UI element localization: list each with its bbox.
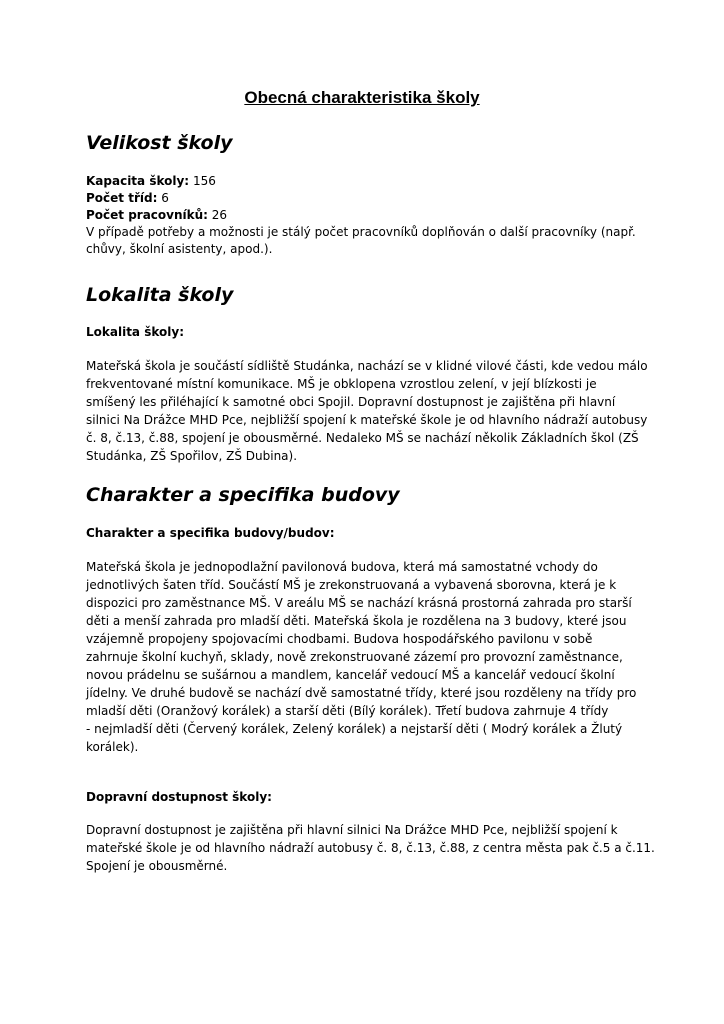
transport-subheading: Dopravní dostupnost školy: <box>86 790 272 804</box>
transport-paragraph <box>86 821 655 875</box>
location-subheading: Lokalita školy: <box>86 325 184 339</box>
paragraph-line: jídelny. Ve druhé budově se nachází dvě samostatné třídy, které jsou rozděleny na třídy pro <box>86 686 637 700</box>
paragraph-line: č. 8, č.13, č.88, spojení je obousměrné. Nedaleko MŠ se nachází několik Základních škol (ZŠ <box>86 431 639 445</box>
paragraph-line: Mateřská škola je jednopodlažní pavilonová budova, která má samostatné vchody do <box>86 560 598 574</box>
building-paragraph <box>86 558 646 756</box>
paragraph-line: vzájemně propojeny spojovacími chodbami. Budova hospodářského pavilonu v sobě <box>86 632 593 646</box>
paragraph-line: Studánka, ZŠ Spořilov, ZŠ Dubina). <box>86 449 298 463</box>
paragraph-line: zahrnuje školní kuchyň, sklady, nově zrekonstruované zázemí pro provozní zaměstnance, <box>86 650 623 664</box>
document-title: Obecná charakteristika školy <box>244 88 480 107</box>
paragraph-line: korálek). <box>86 740 139 754</box>
capacity-line <box>86 173 216 190</box>
staff-line <box>86 207 227 224</box>
classes-value: 6 <box>161 191 169 205</box>
capacity-value: 156 <box>192 174 216 188</box>
capacity-label: Kapacita školy: <box>86 174 190 188</box>
paragraph-line: novou prádelnu se sušárnou a mandlem, kancelář vedoucí MŠ a kancelář vedoucí školní <box>86 668 615 682</box>
paragraph-line: - nejmladší děti (Červený korálek, Zelený korálek) a nejstarší děti ( Modrý korálek a Žlutý <box>86 722 623 736</box>
paragraph-line: chůvy, školní asistenty, apod.). <box>86 242 273 256</box>
paragraph-line: mateřské škole je od hlavního nádraží autobusy č. 8, č.13, č.88, z centra města pak č.5 a č.11. <box>86 841 655 855</box>
paragraph-line: mladší děti (Oranžový korálek) a starší děti (Bílý korálek). Třetí budova zahrnuje 4 třídy <box>86 704 609 718</box>
paragraph-line: jednotlivých šaten tříd. Součástí MŠ je zrekonstruovaná a vybavená sborovna, která je k <box>86 578 617 592</box>
section-heading-location: Lokalita školy <box>86 284 234 306</box>
staff-value: 26 <box>211 208 228 222</box>
section-heading-building: Charakter a specifika budovy <box>86 484 400 506</box>
staff-label: Počet pracovníků: <box>86 208 208 222</box>
classes-label: Počet tříd: <box>86 191 158 205</box>
paragraph-line: dispozici pro zaměstnance MŠ. V areálu MŠ se nachází krásná prostorná zahrada pro starší <box>86 596 632 610</box>
location-paragraph <box>86 357 646 465</box>
staff-note-paragraph <box>86 224 646 258</box>
section-heading-size: Velikost školy <box>86 132 233 154</box>
building-subheading: Charakter a specifika budovy/budov: <box>86 526 335 540</box>
paragraph-line: frekventované místní komunikace. MŠ je obklopena vzrostlou zelení, v její blízkosti je <box>86 377 597 391</box>
paragraph-line: smíšený les přiléhající k samotné obci Spojil. Dopravní dostupnost je zajištěna při hlavní <box>86 395 616 409</box>
paragraph-line: silnici Na Drážce MHD Pce, nejbližší spojení k mateřské škole je od hlavního nádraží autobusy <box>86 413 648 427</box>
paragraph-line: Dopravní dostupnost je zajištěna při hlavní silnici Na Drážce MHD Pce, nejbližší spojení k <box>86 823 618 837</box>
paragraph-line: V případě potřeby a možnosti je stálý počet pracovníků doplňován o další pracovníky (např. <box>86 225 636 239</box>
paragraph-line: Mateřská škola je součástí sídliště Studánka, nachází se v klidné vilové části, kde vedou málo <box>86 359 648 373</box>
classes-line <box>86 190 169 207</box>
paragraph-line: děti a menší zahrada pro mladší děti. Mateřská škola je rozdělena na 3 budovy, které jsou <box>86 614 627 628</box>
paragraph-line: Spojení je obousměrné. <box>86 859 228 873</box>
